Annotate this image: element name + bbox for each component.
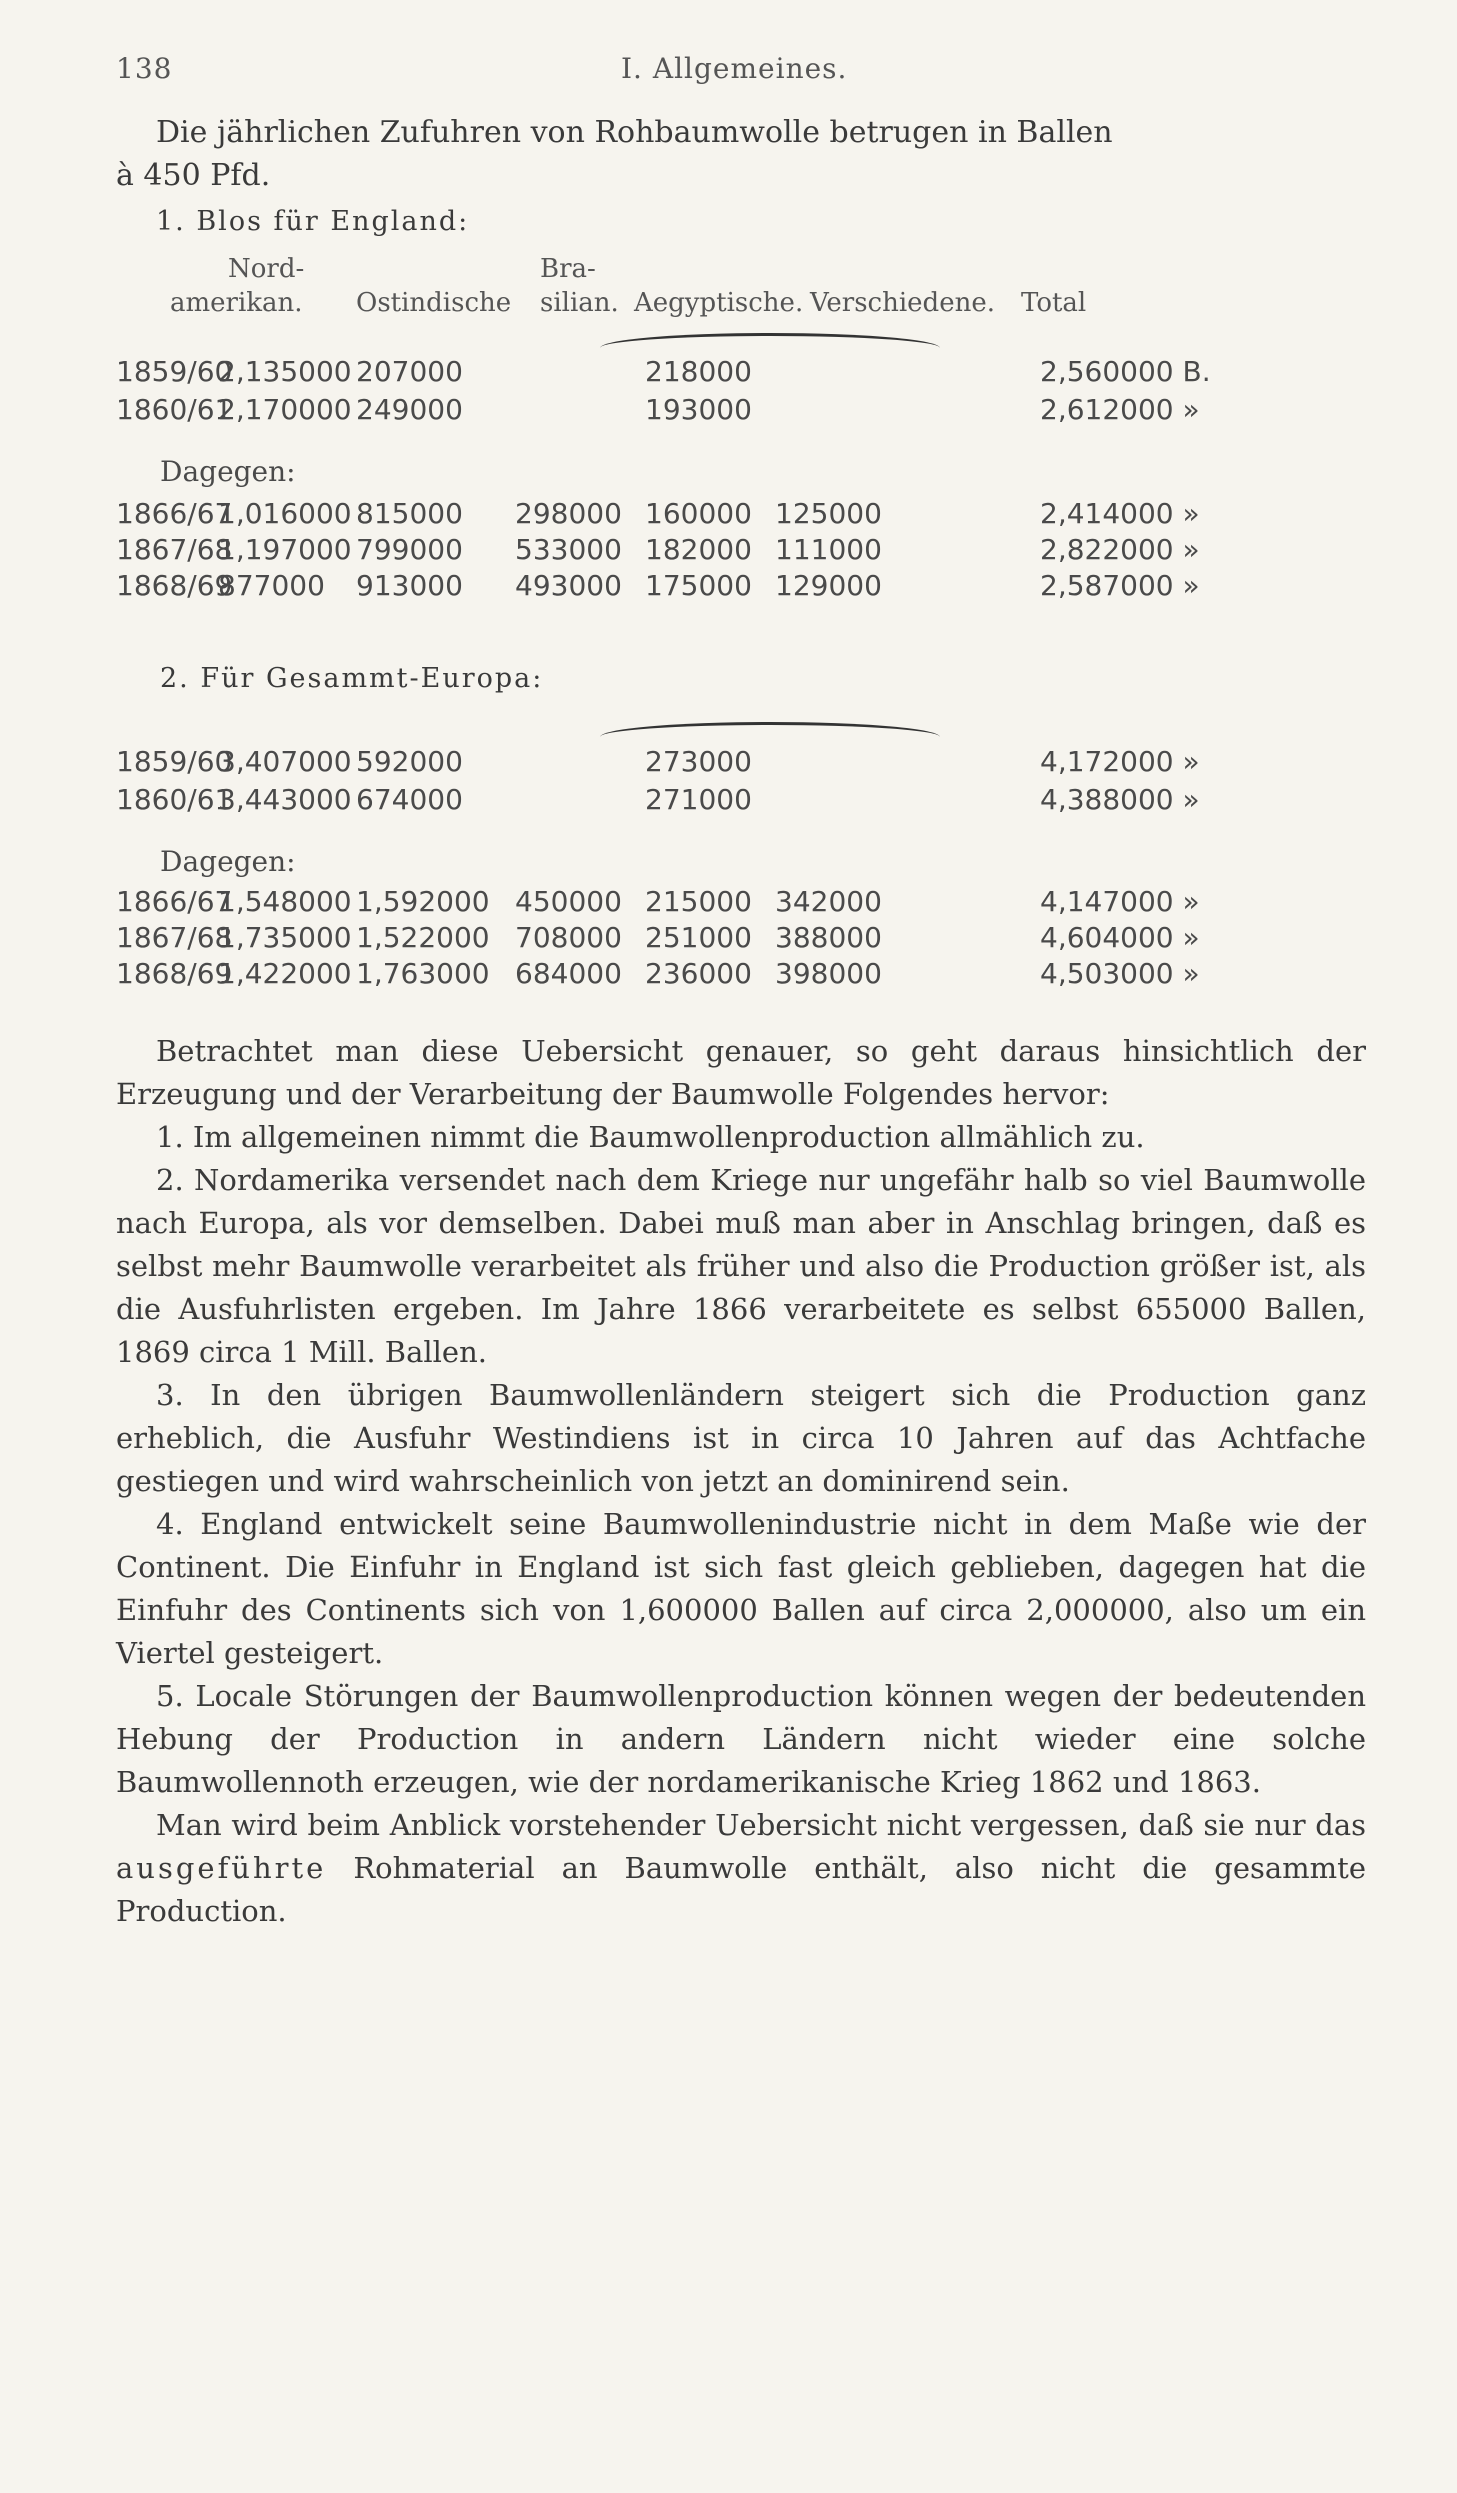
cell-nordamerikan: 1,735000: [218, 921, 352, 954]
cell-brasilian: 493000: [515, 569, 622, 602]
cell-total: 4,172000 »: [1040, 745, 1200, 778]
table-row: [0, 393, 1457, 427]
dagegen-label-2: Dagegen:: [160, 845, 296, 878]
col-header-nordamerikan: Nord- amerikan.: [170, 254, 305, 318]
cell-aegyptische: 273000: [645, 745, 752, 778]
cell-verschiedene: 125000: [775, 497, 882, 530]
body-text: [116, 1030, 1366, 1933]
cell-ostindische: 913000: [356, 569, 463, 602]
dagegen-label-1: Dagegen:: [160, 455, 296, 488]
cell-ostindische: 1,592000: [356, 885, 490, 918]
emphasis-ausgefuehrte: ausgeführte: [116, 1851, 327, 1885]
cell-brasilian: 684000: [515, 957, 622, 990]
cell-nordamerikan: 2,135000: [218, 355, 352, 388]
cell-year: 1867/68: [116, 533, 233, 566]
cell-aegyptische: 175000: [645, 569, 752, 602]
paragraph-5: 5. Locale Störungen der Baumwollenproduction können wegen der bedeutenden Hebung der Production in andern Ländern nicht wieder eine solche Baumwollennoth erzeugen, wie der nordamerikanische Krieg 1862 und 1863.: [116, 1679, 1366, 1799]
cell-aegyptische: 251000: [645, 921, 752, 954]
paragraph-4: 4. England entwickelt seine Baumwollenindustrie nicht in dem Maße wie der Continent. Die Einfuhr in England ist sich fast gleich geblieben, dagegen hat die Einfuhr des Continents sich von 1,600000 Ballen auf circa 2,000000, also um ein Viertel gesteigert.: [116, 1507, 1366, 1670]
cell-year: 1859/60: [116, 355, 233, 388]
table-row: [0, 569, 1457, 603]
cell-ostindische: 674000: [356, 783, 463, 816]
cell-verschiedene: 111000: [775, 533, 882, 566]
cell-verschiedene: 342000: [775, 885, 882, 918]
col-header-brasilian: Bra- silian.: [540, 254, 619, 318]
table-row: [0, 745, 1457, 779]
cell-aegyptische: 218000: [645, 355, 752, 388]
running-title: I. Allgemeines.: [621, 52, 848, 85]
cell-aegyptische: 160000: [645, 497, 752, 530]
cell-nordamerikan: 1,548000: [218, 885, 352, 918]
cell-total: 2,822000 »: [1040, 533, 1200, 566]
table-row: [0, 921, 1457, 955]
table-row: [0, 783, 1457, 817]
cell-year: 1867/68: [116, 921, 233, 954]
cell-aegyptische: 193000: [645, 393, 752, 426]
intro-line-2: à 450 Pfd.: [116, 158, 271, 193]
cell-nordamerikan: 1,422000: [218, 957, 352, 990]
paragraph-2: 2. Nordamerika versendet nach dem Kriege nur ungefähr halb so viel Baumwolle nach Europa, als vor demselben. Dabei muß man aber in Anschlag bringen, daß es selbst mehr Baumwolle verarbeitet als früher und also die Production größer ist, als die Ausfuhrlisten ergeben. Im Jahre 1866 verarbeitete es selbst 655000 Ballen, 1869 circa 1 Mill. Ballen.: [116, 1163, 1366, 1369]
table-row: [0, 533, 1457, 567]
cell-year: 1859/60: [116, 745, 233, 778]
col-header-aegyptische: Aegyptische.: [634, 288, 804, 318]
cell-ostindische: 207000: [356, 355, 463, 388]
cell-aegyptische: 182000: [645, 533, 752, 566]
table-row: [0, 885, 1457, 919]
cell-ostindische: 815000: [356, 497, 463, 530]
cell-total: 4,503000 »: [1040, 957, 1200, 990]
cell-nordamerikan: 2,170000: [218, 393, 352, 426]
table-row: [0, 497, 1457, 531]
section-1-title: 1. Blos für England:: [156, 206, 470, 237]
cell-brasilian: 708000: [515, 921, 622, 954]
cell-nordamerikan: 1,197000: [218, 533, 352, 566]
cell-total: 2,612000 »: [1040, 393, 1200, 426]
cell-ostindische: 592000: [356, 745, 463, 778]
cell-year: 1868/69: [116, 569, 233, 602]
cell-year: 1866/67: [116, 885, 233, 918]
table-2-brace: [600, 722, 940, 737]
cell-total: 2,560000 B.: [1040, 355, 1211, 388]
cell-brasilian: 298000: [515, 497, 622, 530]
paragraph-1: 1. Im allgemeinen nimmt die Baumwollenproduction allmählich zu.: [156, 1120, 1145, 1154]
col-header-total: Total: [1021, 288, 1087, 318]
table-row: [0, 957, 1457, 991]
intro-line-1: Die jährlichen Zufuhren von Rohbaumwolle betrugen in Ballen: [156, 115, 1113, 150]
cell-verschiedene: 398000: [775, 957, 882, 990]
paragraph-3: 3. In den übrigen Baumwollenländern steigert sich die Production ganz erheblich, die Ausfuhr Westindiens ist in circa 10 Jahren auf das Achtfache gestiegen und wird wahrscheinlich von jetzt an dominirend sein.: [116, 1378, 1366, 1498]
cell-aegyptische: 236000: [645, 957, 752, 990]
cell-aegyptische: 271000: [645, 783, 752, 816]
col-header-ostindische: Ostindische: [356, 288, 512, 318]
cell-year: 1860/61: [116, 783, 233, 816]
cell-year: 1860/61: [116, 393, 233, 426]
cell-total: 2,587000 »: [1040, 569, 1200, 602]
cell-verschiedene: 129000: [775, 569, 882, 602]
col-header-verschiedene: Verschiedene.: [810, 288, 995, 318]
cell-year: 1866/67: [116, 497, 233, 530]
cell-ostindische: 1,522000: [356, 921, 490, 954]
cell-total: 2,414000 »: [1040, 497, 1200, 530]
cell-aegyptische: 215000: [645, 885, 752, 918]
paragraph-intro: Betrachtet man diese Uebersicht genauer, so geht daraus hinsichtlich der Erzeugung und der Verarbeitung der Baumwolle Folgendes hervor:: [116, 1034, 1366, 1111]
cell-nordamerikan: 3,407000: [218, 745, 352, 778]
cell-total: 4,388000 »: [1040, 783, 1200, 816]
cell-nordamerikan: 3,443000: [218, 783, 352, 816]
cell-total: 4,147000 »: [1040, 885, 1200, 918]
cell-ostindische: 249000: [356, 393, 463, 426]
cell-nordamerikan: 1,016000: [218, 497, 352, 530]
cell-total: 4,604000 »: [1040, 921, 1200, 954]
cell-ostindische: 1,763000: [356, 957, 490, 990]
cell-verschiedene: 388000: [775, 921, 882, 954]
table-1-brace: [600, 333, 940, 348]
cell-nordamerikan: 877000: [218, 569, 325, 602]
section-2-title: 2. Für Gesammt-Europa:: [160, 663, 544, 694]
cell-brasilian: 533000: [515, 533, 622, 566]
paragraph-closing: Man wird beim Anblick vorstehender Uebersicht nicht vergessen, daß sie nur das ausgeführte Rohmaterial an Baumwolle enthält, also nicht die gesammte Production.: [116, 1808, 1366, 1928]
cell-year: 1868/69: [116, 957, 233, 990]
cell-brasilian: 450000: [515, 885, 622, 918]
cell-ostindische: 799000: [356, 533, 463, 566]
table-row: [0, 355, 1457, 389]
page-number: 138: [116, 52, 173, 85]
